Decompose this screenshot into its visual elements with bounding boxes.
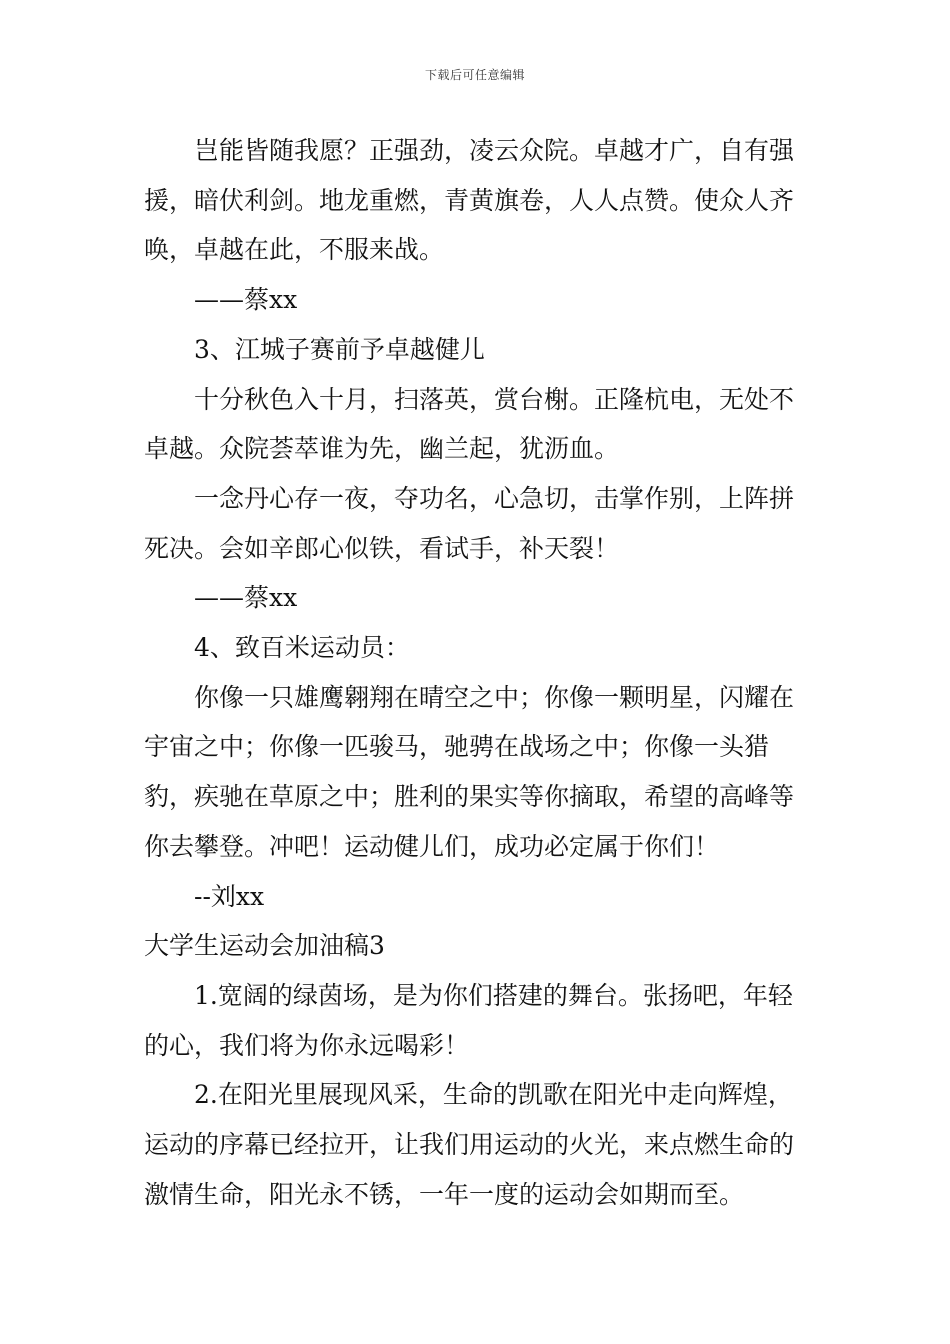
poem-3-title: 3、江城子赛前予卓越健儿: [194, 334, 485, 364]
section-heading: 大学生运动会加油稿3: [144, 931, 385, 961]
paragraph-item-2: 2.在阳光里展现风采，生命的凯歌在阳光中走向辉煌，运动的序幕已经拉开，让我们用运动的火光，来点燃生命的激情生命，阳光永不锈，一年一度的运动会如期而至。: [144, 1080, 795, 1209]
author-signature-1: ——蔡xx: [194, 285, 298, 315]
paragraph-poem-1-ending: 岂能皆随我愿？正强劲，凌云众院。卓越才广，自有强援，暗伏利剑。地龙重燃，青黄旗卷，人人点赞。使众人齐唤，卓越在此，不服来战。: [144, 136, 795, 265]
author-signature-3: --刘xx: [194, 881, 265, 911]
paragraph-item-1: 1.宽阔的绿茵场，是为你们搭建的舞台。张扬吧，年轻的心，我们将为你永远喝彩！: [144, 980, 793, 1060]
paragraph-poem-3-stanza-1: 十分秋色入十月，扫落英，赏台榭。正隆杭电，无处不卓越。众院荟萃谁为先，幽兰起，犹沥血。: [144, 384, 795, 464]
paragraph-poem-3-stanza-2: 一念丹心存一夜，夺功名，心急切，击掌作别，上阵拼死决。会如辛郎心似铁，看试手，补天裂！: [144, 483, 795, 563]
author-signature-2: ——蔡xx: [194, 583, 298, 613]
document-body: [144, 126, 808, 1219]
poem-4-title: 4、致百米运动员：: [194, 633, 410, 663]
page-header: 下载后可任意编辑: [424, 68, 525, 82]
paragraph-poem-4-body: 你像一只雄鹰翱翔在晴空之中；你像一颗明星，闪耀在宇宙之中；你像一匹骏马，驰骋在战场之中；你像一头猎豹，疾驰在草原之中；胜利的果实等你摘取，希望的高峰等你去攀登。冲吧！运动健儿们，成功必定属于你们！: [144, 682, 795, 861]
